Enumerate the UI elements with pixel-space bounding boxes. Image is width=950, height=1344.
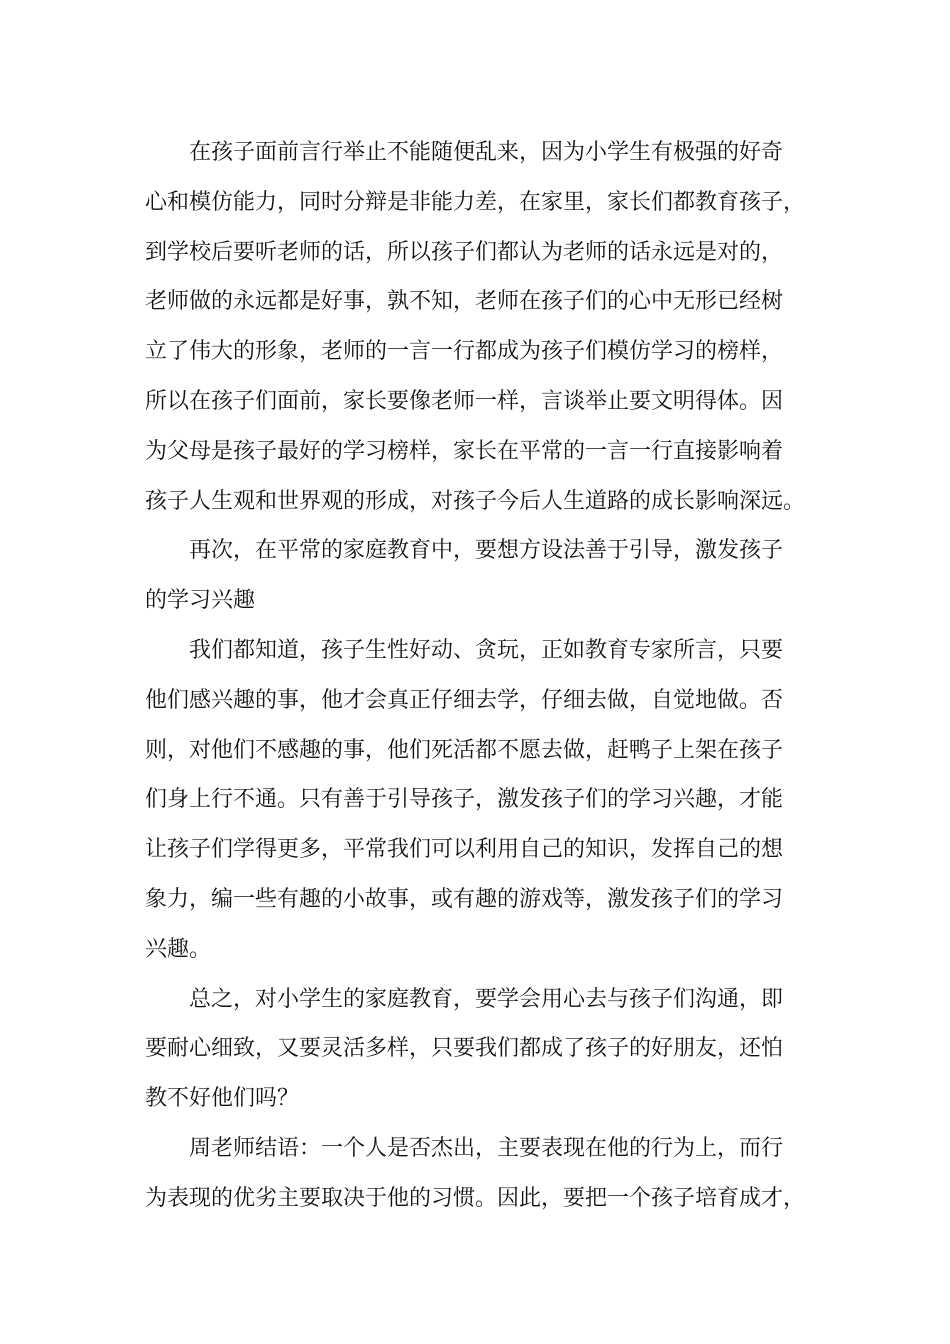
text-line: 兴趣。	[145, 936, 212, 962]
text-line: 再次，在平常的家庭教育中，要想方设法善于引导，激发孩子	[189, 538, 784, 564]
text-line: 他们感兴趣的事，他才会真正仔细去学，仔细去做，自觉地做。否	[145, 687, 784, 713]
text-line: 为表现的优劣主要取决于他的习惯。因此，要把一个孩子培育成才，	[145, 1185, 806, 1211]
text-line: 周老师结语：一个人是否杰出，主要表现在他的行为上，而行	[189, 1135, 784, 1161]
text-line: 我们都知道，孩子生性好动、贪玩，正如教育专家所言，只要	[189, 637, 784, 663]
text-line: 让孩子们学得更多，平常我们可以利用自己的知识，发挥自己的想	[145, 837, 784, 863]
text-line: 老师做的永远都是好事，孰不知，老师在孩子们的心中无形已经树	[145, 289, 784, 315]
text-line: 所以在孩子们面前，家长要像老师一样，言谈举止要文明得体。因	[145, 388, 784, 414]
text-line: 孩子人生观和世界观的形成，对孩子今后人生道路的成长影响深远。	[145, 488, 806, 514]
text-line: 要耐心细致，又要灵活多样，只要我们都成了孩子的好朋友，还怕	[145, 1036, 784, 1062]
text-line: 在孩子面前言行举止不能随便乱来，因为小学生有极强的好奇	[189, 140, 784, 165]
text-line: 为父母是孩子最好的学习榜样，家长在平常的一言一行直接影响着	[145, 438, 784, 464]
text-line: 总之，对小学生的家庭教育，要学会用心去与孩子们沟通，即	[189, 986, 784, 1012]
text-line: 象力，编一些有趣的小故事，或有趣的游戏等，激发孩子们的学习	[145, 886, 784, 912]
document-body	[145, 128, 825, 1224]
text-line: 们身上行不通。只有善于引导孩子，激发孩子们的学习兴趣，才能	[145, 787, 784, 813]
text-line: 则，对他们不感趣的事，他们死活都不愿去做，赶鸭子上架在孩子	[145, 737, 784, 763]
text-line: 立了伟大的形象，老师的一言一行都成为孩子们模仿学习的榜样，	[145, 339, 784, 365]
text-line: 教不好他们吗？	[145, 1086, 300, 1112]
text-line: 到学校后要听老师的话，所以孩子们都认为老师的话永远是对的，	[145, 239, 784, 265]
text-line: 心和模仿能力，同时分辩是非能力差，在家里，家长们都教育孩子，	[145, 189, 806, 215]
text-line: 的学习兴趣	[145, 588, 256, 614]
